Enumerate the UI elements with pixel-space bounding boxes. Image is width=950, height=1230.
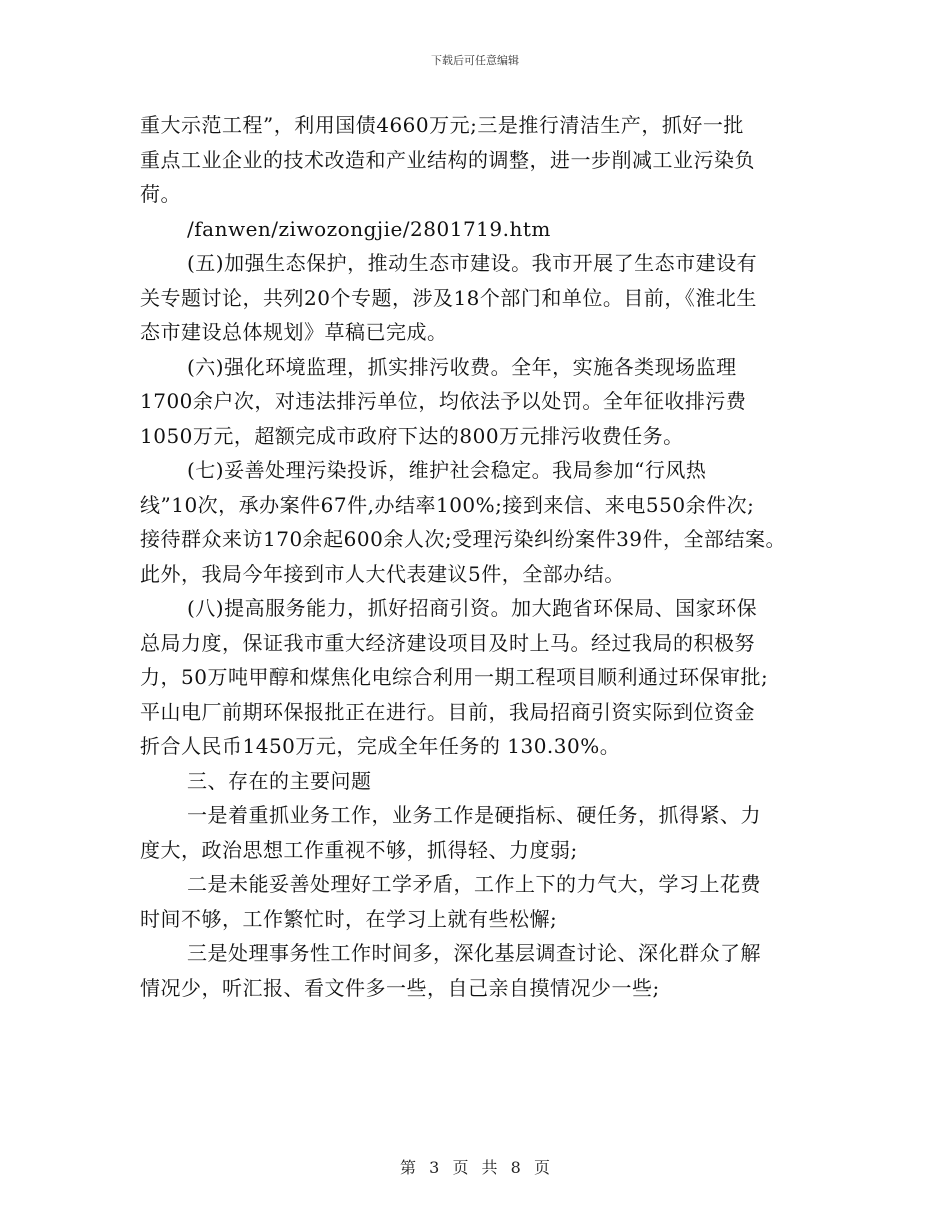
- text-line: 1050万元，超额完成市政府下达的800万元排污收费任务。: [140, 423, 684, 448]
- text-line: 情况少，听汇报、看文件多一些，自己亲自摸情况少一些;: [140, 975, 660, 1000]
- document-body: [140, 108, 830, 1005]
- text-line: 接待群众来访170余起600余人次;受理污染纠纷案件39件，全部结案。: [140, 527, 787, 551]
- current-page-number: 3: [429, 1158, 440, 1177]
- text-line: (八)提高服务能力，抓好招商引资。加大跑省环保局、国家环保: [187, 596, 758, 620]
- url-line: /fanwen/ziwozongjie/2801719.htm: [187, 216, 551, 241]
- text-line: 态市建设总体规划》草稿已完成。: [140, 320, 448, 344]
- page-label-mid: 页: [452, 1158, 469, 1177]
- text-line: (六)强化环境监理，抓实排污收费。全年，实施各类现场监理: [187, 354, 737, 379]
- text-line: 此外，我局今年接到市人大代表建议5件，全部办结。: [140, 561, 625, 586]
- text-line: 时间不够，工作繁忙时，在学习上就有些松懈;: [140, 906, 558, 931]
- page-label-prefix: 第: [400, 1158, 417, 1177]
- text-line: 重大示范工程”，利用国债4660万元;三是推行清洁生产，抓好一批: [140, 113, 744, 137]
- text-line: 荷。: [140, 182, 181, 206]
- text-line: (七)妥善处理污染投诉，维护社会稳定。我局参加“行风热: [187, 458, 707, 482]
- text-line: 关专题讨论，共列20个专题，涉及18个部门和单位。目前，《淮北生: [140, 285, 757, 310]
- text-line: 一是着重抓业务工作，业务工作是硬指标、硬任务，抓得紧、力: [187, 803, 761, 827]
- text-line: 度大，政治思想工作重视不够，抓得轻、力度弱;: [140, 837, 578, 862]
- page-footer: [0, 1155, 950, 1178]
- page-header: 下载后可任意编辑: [431, 54, 519, 67]
- text-line: 1700余户次，对违法排污单位，均依法予以处罚。全年征收排污费: [140, 389, 747, 413]
- text-line: 三是处理事务性工作时间多，深化基层调查讨论、深化群众了解: [187, 941, 761, 965]
- total-pages-number: 8: [510, 1158, 521, 1177]
- page-label-suffix: 页: [533, 1158, 550, 1177]
- text-line: 总局力度，保证我市重大经济建设项目及时上马。经过我局的积极努: [140, 630, 755, 655]
- text-line: 平山电厂前期环保报批正在进行。目前，我局招商引资实际到位资金: [140, 699, 755, 724]
- text-line: 折合人民币1450万元，完成全年任务的 130.30%。: [140, 734, 621, 758]
- text-line: 重点工业企业的技术改造和产业结构的调整，进一步削减工业污染负: [140, 147, 755, 172]
- text-line: 线”10次，承办案件67件,办结率100%;接到来信、来电550余件次;: [140, 492, 755, 517]
- text-line: 力，50万吨甲醇和煤焦化电综合利用一期工程项目顺利通过环保审批;: [140, 665, 769, 689]
- section-heading: 三、存在的主要问题: [187, 768, 372, 793]
- text-line: 二是未能妥善处理好工学矛盾，工作上下的力气大，学习上花费: [187, 872, 761, 896]
- total-label: 共: [481, 1158, 498, 1177]
- text-line: (五)加强生态保护，推动生态市建设。我市开展了生态市建设有: [187, 251, 758, 275]
